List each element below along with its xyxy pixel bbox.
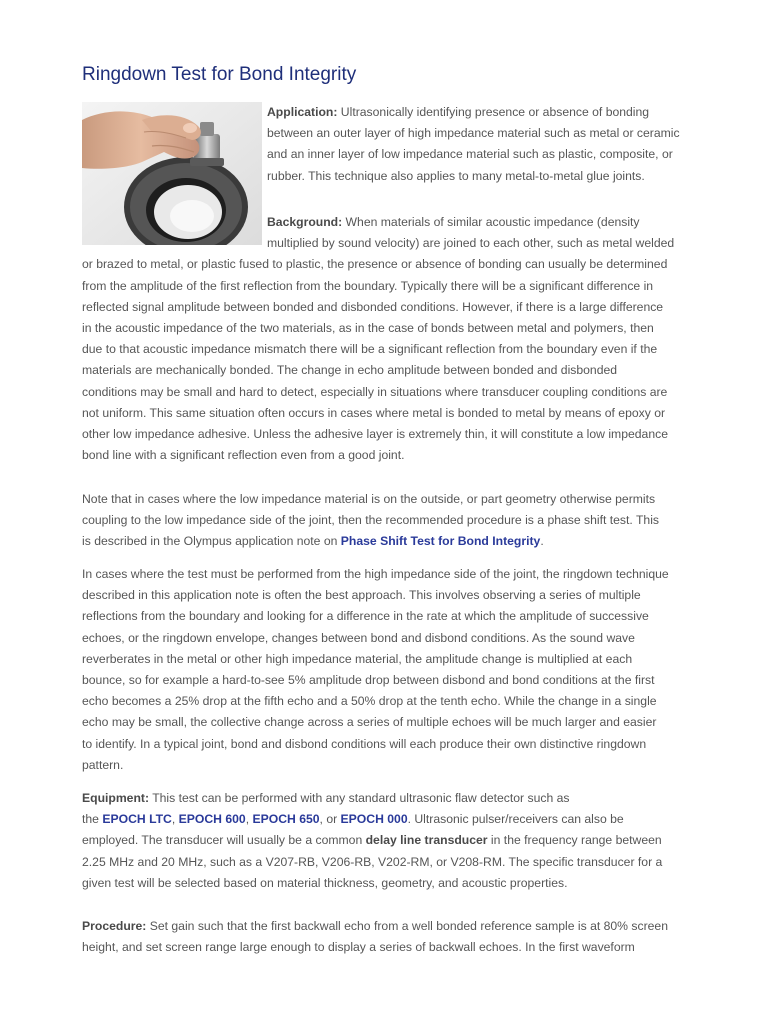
cases-line-4: echoes, or the ringdown envelope, changes between bond and disbond conditions. As the sound wave — [82, 630, 635, 645]
background-line-8: materials are mechanically bonded. The change in echo amplitude between bonded and disbonded — [82, 363, 618, 378]
procedure-section — [82, 916, 722, 958]
procedure-line-2: height, and set screen range large enough to display a series of backwall echoes. In the first waveform — [82, 940, 635, 955]
cases-line-1: In cases where the test must be performed from the high impedance side of the joint, the ringdown technique — [82, 567, 669, 581]
cases-line-8: echo may be small, the collective change across a series of multiple echoes will be much larger and easier — [82, 715, 657, 730]
background-line-9: conditions may be small and hard to detect, especially in situations where transducer coupling conditions are — [82, 384, 668, 399]
background-section — [82, 212, 722, 466]
application-line-1: Application: Ultrasonically identifying presence or absence of bonding — [267, 105, 650, 119]
cases-line-2: described in this application note is often the best approach. This involves observing a series of multiple — [82, 588, 641, 603]
cases-line-7: echo becomes a 25% drop at the fifth echo and a 50% drop at the tenth echo. While the change in a single — [82, 694, 657, 709]
epoch-600-link[interactable]: EPOCH 600 — [178, 812, 246, 827]
equipment-line-5: given test will be selected based on material thickness, geometry, and acoustic properties. — [82, 875, 568, 890]
equipment-label: Equipment: — [82, 791, 150, 805]
delay-line-transducer-text: delay line transducer — [365, 833, 488, 848]
application-section — [82, 102, 722, 187]
equipment-line-3: employed. The transducer will usually be a common delay line transducer in the frequency range between — [82, 833, 662, 848]
page-title: Ringdown Test for Bond Integrity — [82, 64, 357, 85]
epoch-000-link[interactable]: EPOCH 000 — [340, 812, 408, 827]
note-section — [82, 489, 722, 553]
equipment-section — [82, 788, 722, 894]
application-line-3: and an inner layer of low impedance material such as plastic, composite, or — [267, 147, 673, 162]
cases-line-9: to identify. In a typical joint, bond and disbond conditions will each produce their own distinctive ringdown — [82, 736, 647, 751]
note-line-2: coupling to the low impedance side of the joint, then the recommended procedure is a phase shift test. This — [82, 513, 659, 528]
note-line-3: is described in the Olympus application note on Phase Shift Test for Bond Integrity. — [82, 534, 544, 549]
equipment-line-2: the EPOCH LTC, EPOCH 600, EPOCH 650, or EPOCH 000. Ultrasonic pulser/receivers can also be — [82, 812, 624, 827]
background-line-2: multiplied by sound velocity) are joined to each other, such as metal welded — [267, 236, 675, 251]
background-line-3: or brazed to metal, or plastic fused to plastic, the presence or absence of bonding can usually be determined — [82, 257, 668, 272]
epoch-ltc-link[interactable]: EPOCH LTC — [102, 812, 172, 827]
cases-line-10: pattern. — [82, 757, 124, 772]
background-line-6: in the acoustic impedance of the two materials, as in the case of bonds between metal and polymers, then — [82, 321, 654, 336]
background-label: Background: — [267, 215, 343, 229]
background-line-5: reflected signal amplitude between bonded and disbonded conditions. However, if there is a large difference — [82, 299, 664, 314]
cases-line-6: bounce, so for example a hard-to-see 5% amplitude drop between disbond and bond conditions at the first — [82, 673, 655, 688]
note-line-1: Note that in cases where the low impedance material is on the outside, or part geometry otherwise permits — [82, 492, 656, 506]
application-line-4: rubber. This technique also applies to many metal-to-metal glue joints. — [267, 168, 645, 183]
background-line-7: due to that acoustic impedance mismatch there will be a significant reflection from the boundary even if the — [82, 342, 658, 357]
phase-shift-link[interactable]: Phase Shift Test for Bond Integrity — [340, 534, 541, 549]
background-line-11: other low impedance adhesive. Unless the adhesive layer is extremely thin, it will constitute a low impedance — [82, 427, 668, 442]
background-line-1: Background: When materials of similar acoustic impedance (density — [267, 215, 640, 229]
cases-line-3: reflections from the boundary and looking for a difference in the rate at which the amplitude of successive — [82, 609, 649, 624]
epoch-650-link[interactable]: EPOCH 650 — [252, 812, 320, 827]
equipment-line-1: Equipment: This test can be performed with any standard ultrasonic flaw detector such as — [82, 791, 570, 805]
application-label: Application: — [267, 105, 338, 119]
cases-section — [82, 564, 722, 776]
equipment-line-4: 2.25 MHz and 20 MHz, such as a V207-RB, V206-RB, V202-RM, or V208-RM. The specific transducer for a — [82, 854, 663, 869]
procedure-label: Procedure: — [82, 919, 147, 933]
cases-line-5: reverberates in the metal or other high impedance material, the amplitude change is multiplied at each — [82, 651, 633, 666]
application-line-2: between an outer layer of high impedance material such as metal or ceramic — [267, 126, 680, 141]
background-line-10: not uniform. This same situation often occurs in cases where metal is bonded to metal by means of epoxy or — [82, 405, 666, 420]
background-line-4: from the amplitude of the first reflection from the boundary. Typically there will be a significant difference in — [82, 278, 654, 293]
background-line-12: bond line with a significant reflection even from a good joint. — [82, 448, 405, 463]
procedure-line-1: Procedure: Set gain such that the first backwall echo from a well bonded reference sample is at 80% screen — [82, 919, 668, 933]
